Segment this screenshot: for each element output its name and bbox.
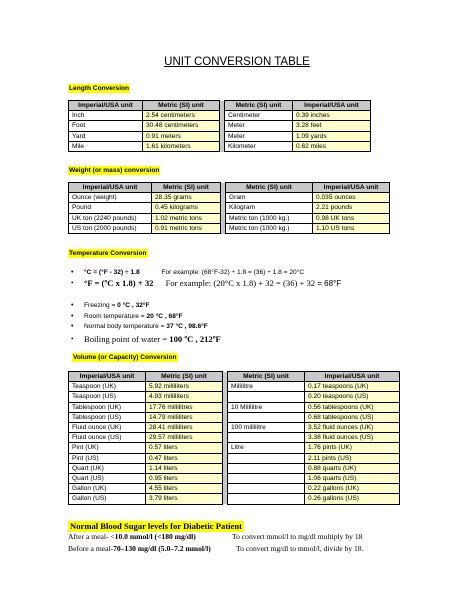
column-header: Imperial/USA unit — [69, 101, 143, 111]
table-cell: Meter — [225, 131, 293, 141]
column-header: Metric (SI) unit — [143, 101, 220, 111]
table-row — [69, 111, 371, 121]
table-cell: UK ton (2240 pounds) — [69, 213, 152, 223]
table-cell: 1.10 US tons — [313, 223, 390, 233]
column-header: Metric (SI) unit — [146, 372, 223, 382]
table-cell — [228, 433, 305, 443]
table-cell: Teaspoon (UK) — [69, 382, 146, 392]
table-cell: 29.57 milliliters — [146, 433, 223, 443]
table-row — [69, 433, 400, 443]
length-heading: Length Conversion — [69, 85, 130, 92]
table-header-row — [69, 372, 400, 382]
table-cell: 0.88 quarts (UK) — [305, 463, 400, 473]
table-cell: 2.54 centimeters — [143, 111, 220, 121]
table-cell: 10 Millilitre — [228, 402, 305, 412]
table-cell: Inch — [69, 111, 143, 121]
table-header-row — [69, 101, 371, 111]
table-cell: 0.22 gallons (UK) — [305, 484, 400, 494]
table-row — [69, 131, 371, 141]
table-cell: 0.91 meters — [143, 131, 220, 141]
table-cell: Pint (US) — [69, 453, 146, 463]
table-cell: 0.56 tablespoons (UK) — [305, 402, 400, 412]
table-row — [69, 423, 400, 433]
volume-heading: Volume (or Capacity) Conversion — [73, 354, 177, 361]
table-cell: Millilitre — [228, 382, 305, 392]
table-row — [69, 141, 371, 151]
table-cell: 0.45 kilograms — [152, 203, 221, 213]
table-cell: 3.38 fluid ounces (US) — [305, 433, 400, 443]
table-cell: Teaspoon (US) — [69, 392, 146, 402]
table-row — [69, 121, 371, 131]
fact-boiling: • Boiling point of water = 100 ºC , 212ºF — [68, 333, 221, 345]
table-row — [69, 443, 400, 453]
table-cell: 2.21 pounds — [313, 203, 390, 213]
column-header: Metric (SI) unit — [152, 183, 221, 193]
table-cell — [228, 463, 305, 473]
table-row — [69, 484, 400, 494]
table-row — [69, 193, 390, 203]
table-cell — [228, 453, 305, 463]
table-cell: 3.52 fluid ounces (UK) — [305, 423, 400, 433]
temperature-formulas — [68, 268, 341, 290]
after-meal-note: To convert mmol/l to mg/dl multiply by 18 — [232, 532, 363, 541]
table-cell: Meter — [225, 121, 293, 131]
column-header: Imperial/USA unit — [69, 183, 152, 193]
temperature-heading: Temperature Conversion — [69, 250, 147, 257]
column-header: Metric (SI) unit — [228, 372, 305, 382]
table-row — [69, 474, 400, 484]
table-cell: 0.20 teaspoons (US) — [305, 392, 400, 402]
table-cell: Litre — [228, 443, 305, 453]
table-cell: Quart (US) — [69, 474, 146, 484]
table-row — [69, 382, 400, 392]
temperature-facts — [68, 301, 221, 345]
column-header: Imperial/USA unit — [69, 372, 146, 382]
table-row — [69, 453, 400, 463]
table-cell: Pound — [69, 203, 152, 213]
table-cell: Kilogram — [226, 203, 313, 213]
table-cell: 0.035 ounces — [313, 193, 390, 203]
column-header: Metric (SI) unit — [226, 183, 313, 193]
table-cell — [228, 474, 305, 484]
table-cell: 0.47 liters — [146, 453, 223, 463]
column-header: Imperial/USA unit — [313, 183, 390, 193]
formula-fahrenheit: • °F = (ºC x 1.8) + 32 For example: (20°C x 1.8) + 32 = (36) + 32 = 68°F — [68, 277, 341, 290]
table-cell: 2.11 pints (US) — [305, 453, 400, 463]
table-cell: Kilometer — [225, 141, 293, 151]
fact-room: • Room temperature = 20 °C , 68°F — [68, 312, 221, 323]
table-cell — [228, 412, 305, 422]
table-cell: 100 millilitre — [228, 423, 305, 433]
table-cell: 0.91 metric tons — [152, 223, 221, 233]
table-cell: 17.76 millilitres — [146, 402, 223, 412]
table-cell: 0.98 UK tons — [313, 213, 390, 223]
table-cell: Mile — [69, 141, 143, 151]
fact-body: • Normal body temperature = 37 °C , 98.6°F — [68, 322, 221, 333]
table-row — [69, 223, 390, 233]
table-cell: Ounce (weight) — [69, 193, 152, 203]
fact-freezing: • Freezing = 0 °C , 32°F — [68, 301, 221, 312]
table-cell: US ton (2000 pounds) — [69, 223, 152, 233]
table-cell: 0.17 teaspoons (UK) — [305, 382, 400, 392]
table-cell: 4.93 milliliters — [146, 392, 223, 402]
table-cell: 0.95 liters — [146, 474, 223, 484]
page-title: UNIT CONVERSION TABLE — [164, 56, 310, 68]
blood-sugar-heading: Normal Blood Sugar levels for Diabetic Patient — [70, 521, 243, 531]
table-cell: Gallon (US) — [69, 494, 146, 504]
table-cell: Quart (UK) — [69, 463, 146, 473]
table-header-row — [69, 183, 390, 193]
table-cell: Yard — [69, 131, 143, 141]
table-cell: 0.26 gallons (US) — [305, 494, 400, 504]
table-row — [69, 213, 390, 223]
length-table — [68, 100, 371, 152]
before-meal-note: To convert mg/dl to mmol/l, divide by 18. — [236, 544, 364, 553]
table-cell: Foot — [69, 121, 143, 131]
weight-table — [68, 182, 390, 234]
table-cell: 30.48 centimeters — [143, 121, 220, 131]
column-header: Imperial/USA unit — [293, 101, 371, 111]
table-cell: Gallon (UK) — [69, 484, 146, 494]
table-cell: Pint (UK) — [69, 443, 146, 453]
table-row — [69, 392, 400, 402]
table-cell: 3.79 liters — [146, 494, 223, 504]
table-cell: 1.61 kilometers — [143, 141, 220, 151]
table-cell: 5.92 milliliters — [146, 382, 223, 392]
table-cell: Gram — [226, 193, 313, 203]
table-cell: 28.35 grams — [152, 193, 221, 203]
table-row — [69, 402, 400, 412]
table-cell: Tablespoon (UK) — [69, 402, 146, 412]
table-cell: Tablespoon (US) — [69, 412, 146, 422]
table-row — [69, 463, 400, 473]
table-cell — [228, 494, 305, 504]
table-cell: 0.57 liters — [146, 443, 223, 453]
table-cell: 14.79 milliliters — [146, 412, 223, 422]
table-row — [69, 412, 400, 422]
table-cell: Metric ton (1000 kg.) — [226, 223, 313, 233]
table-row — [69, 494, 400, 504]
table-cell: 1.76 pints (UK) — [305, 443, 400, 453]
table-cell: 0.68 tablespoons (US) — [305, 412, 400, 422]
table-cell — [228, 392, 305, 402]
weight-heading: Weight (or mass) conversion — [69, 167, 160, 174]
table-cell: 3.28 feet — [293, 121, 371, 131]
table-cell: 1.14 liters — [146, 463, 223, 473]
table-cell: 0.62 miles — [293, 141, 371, 151]
after-meal-line: After a meal- <10.0 mmol/l (<180 mg/dl) — [68, 532, 196, 541]
column-header: Imperial/USA unit — [305, 372, 400, 382]
table-cell: 0.39 inches — [293, 111, 371, 121]
volume-table — [68, 371, 400, 505]
table-cell: 1.02 metric tons — [152, 213, 221, 223]
table-cell — [228, 484, 305, 494]
table-cell: 4.55 liters — [146, 484, 223, 494]
table-cell: Fluid ounce (US) — [69, 433, 146, 443]
table-cell: Centimeter — [225, 111, 293, 121]
formula-celsius: • °C = (°F - 32) ÷ 1.8 For example: (68°F-32) ÷ 1.8 = (36) ÷ 1.8 = 20°C — [68, 268, 341, 277]
table-cell: Metric ton (1000 kg.) — [226, 213, 313, 223]
table-cell: 28.41 milliliters — [146, 423, 223, 433]
table-row — [69, 203, 390, 213]
table-cell: 1.09 yards — [293, 131, 371, 141]
before-meal-line: Before a meal-70–130 mg/dl (5.0–7.2 mmol/l) — [68, 544, 211, 553]
column-header: Metric (SI) unit — [225, 101, 293, 111]
table-cell: 1.06 quarts (US) — [305, 474, 400, 484]
table-cell: Fluid ounce (UK) — [69, 423, 146, 433]
